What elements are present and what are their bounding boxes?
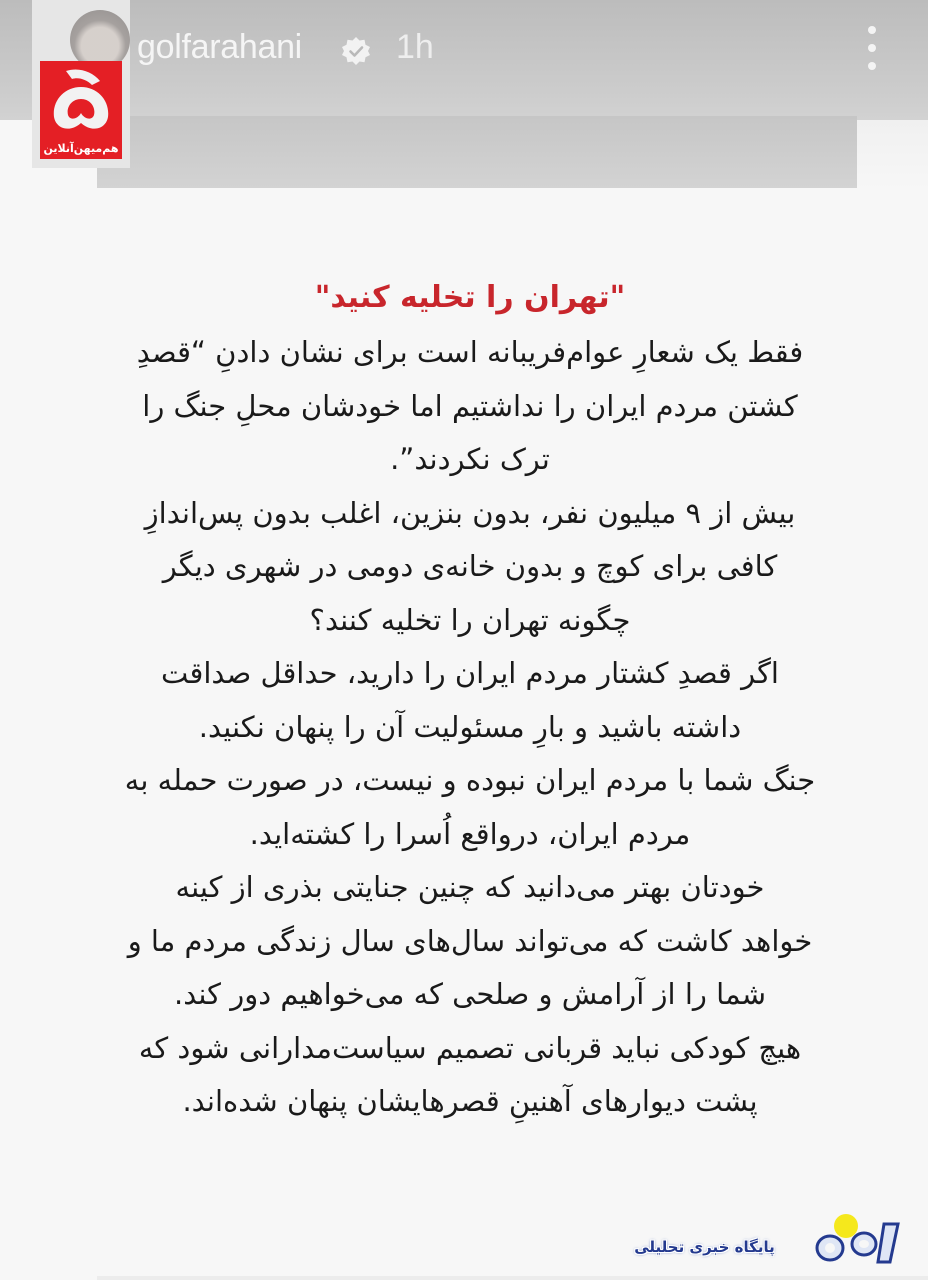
story-title: "تهران را تخلیه کنید" <box>314 280 626 315</box>
story-line: بیش از ۹ میلیون نفر، بدون بنزین، اغلب بدون پس‌اندازِ <box>144 495 796 530</box>
story-line: کافی برای کوچ و بدون خانه‌ی دومی در شهری دیگر <box>162 549 778 583</box>
story-line: خواهد کاشت که می‌تواند سال‌های سال زندگی مردم ما و <box>127 923 813 958</box>
story-line: کشتن مردم ایران را نداشتیم اما خودشان محلِ جنگ را <box>142 388 798 423</box>
story-line: خودتان بهتر می‌دانید که چنین جنایتی بذری از کینه <box>175 870 765 904</box>
story-line: ترک نکردند”. <box>390 442 550 476</box>
header-band-edge <box>857 120 928 190</box>
story-line: فقط یک شعارِ عوام‌فریبانه است برای نشان دادنِ “قصدِ <box>136 335 804 369</box>
story-line: هیچ کودکی نباید قربانی تصمیم سیاست‌مدارانی شود که <box>138 1030 802 1065</box>
story-line: مردم ایران، درواقع اُسرا را کشته‌اید. <box>249 816 691 851</box>
vertical-ellipsis-icon <box>868 26 876 34</box>
verified-badge-icon <box>341 36 371 66</box>
story-line: چگونه تهران را تخلیه کنند؟ <box>309 602 631 637</box>
username-link[interactable]: golfarahani <box>137 28 302 66</box>
ellipsis-dot <box>868 44 876 52</box>
header-band <box>97 116 857 188</box>
post-timestamp: 1h <box>396 28 434 66</box>
more-options-button[interactable] <box>860 26 884 70</box>
story-line: شما را از آرامش و صلحی که می‌خواهیم دور کند. <box>173 977 767 1011</box>
story-line: جنگ شما با مردم ایران نبوده و نیست، در صورت حمله به <box>124 763 816 797</box>
story-line: اگر قصدِ کشتار مردم ایران را دارید، حداقل صداقت <box>161 656 779 690</box>
story-body <box>60 326 880 1129</box>
roozno-logo-icon <box>800 1208 910 1268</box>
story-content <box>60 270 880 1129</box>
hammihan-logo <box>40 61 122 159</box>
watermark-tagline: پایگاه خبری تحلیلی <box>634 1238 775 1256</box>
roozno-watermark <box>612 1208 912 1268</box>
ellipsis-dot <box>868 62 876 70</box>
hammihan-logo-caption: هم‌میهن‌آنلاین <box>43 142 119 155</box>
bottom-divider <box>97 1276 928 1280</box>
hammihan-logo-icon <box>48 65 114 133</box>
story-line: داشته باشید و بارِ مسئولیت آن را پنهان نکنید. <box>198 709 742 744</box>
story-line: پشت دیوارهای آهنینِ قصرهایشان پنهان شده‌اند. <box>182 1084 758 1118</box>
